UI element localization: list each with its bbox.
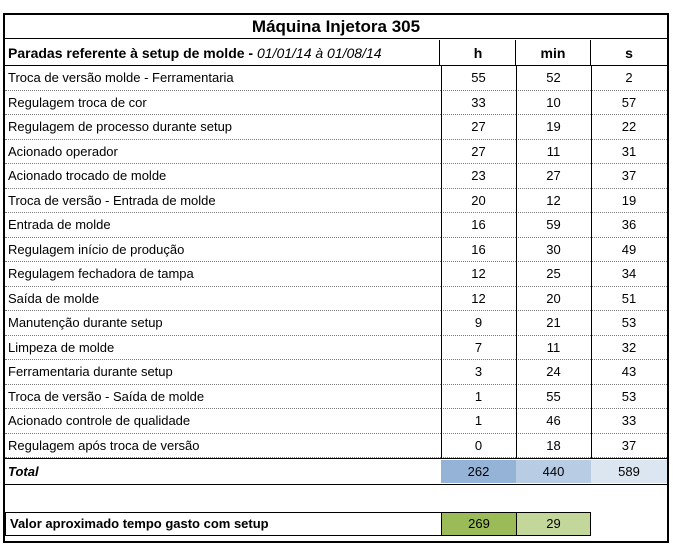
- total-min: 440: [516, 460, 591, 483]
- col-divider-3: [591, 66, 592, 458]
- row-h: 27: [441, 115, 516, 140]
- row-min: 11: [516, 336, 591, 361]
- table-row: [5, 164, 667, 189]
- table-row: [5, 91, 667, 116]
- approx-label: Valor aproximado tempo gasto com setup: [5, 512, 441, 536]
- row-s: 43: [591, 360, 667, 385]
- row-min: 10: [516, 91, 591, 116]
- table-row: [5, 360, 667, 385]
- row-s: 37: [591, 434, 667, 459]
- row-h: 20: [441, 189, 516, 214]
- row-label: Regulagem de processo durante setup: [5, 115, 441, 140]
- row-s: 37: [591, 164, 667, 189]
- row-s: 31: [591, 140, 667, 165]
- row-h: 9: [441, 311, 516, 336]
- row-label: Acionado controle de qualidade: [5, 409, 441, 434]
- row-s: 53: [591, 385, 667, 410]
- row-min: 46: [516, 409, 591, 434]
- row-label: Regulagem após troca de versão: [5, 434, 441, 459]
- header-date-range: 01/01/14 à 01/08/14: [256, 45, 382, 61]
- row-h: 3: [441, 360, 516, 385]
- approx-min: 29: [516, 512, 591, 536]
- table-row: [5, 336, 667, 361]
- row-label: Regulagem início de produção: [5, 238, 441, 263]
- table-row: [5, 115, 667, 140]
- row-h: 33: [441, 91, 516, 116]
- row-s: 19: [591, 189, 667, 214]
- row-s: 51: [591, 287, 667, 312]
- row-label: Acionado trocado de molde: [5, 164, 441, 189]
- row-h: 7: [441, 336, 516, 361]
- table-row: [5, 311, 667, 336]
- row-min: 52: [516, 66, 591, 91]
- row-label: Ferramentaria durante setup: [5, 360, 441, 385]
- row-s: 49: [591, 238, 667, 263]
- row-label: Troca de versão - Entrada de molde: [5, 189, 441, 214]
- row-label: Regulagem troca de cor: [5, 91, 441, 116]
- row-label: Limpeza de molde: [5, 336, 441, 361]
- row-label: Troca de versão molde - Ferramentaria: [5, 66, 441, 91]
- row-s: 53: [591, 311, 667, 336]
- header-col-s: s: [625, 45, 633, 61]
- table-row: [5, 262, 667, 287]
- row-min: 24: [516, 360, 591, 385]
- row-h: 27: [441, 140, 516, 165]
- row-h: 16: [441, 238, 516, 263]
- total-h: 262: [441, 460, 516, 483]
- header-col-h: h: [441, 40, 516, 66]
- table-row: [5, 140, 667, 165]
- row-min: 19: [516, 115, 591, 140]
- row-min: 20: [516, 287, 591, 312]
- row-h: 1: [441, 385, 516, 410]
- row-s: 57: [591, 91, 667, 116]
- table-row: [5, 213, 667, 238]
- row-min: 30: [516, 238, 591, 263]
- row-label: Saída de molde: [5, 287, 441, 312]
- table-row: [5, 287, 667, 312]
- total-separator: [5, 458, 667, 459]
- row-min: 21: [516, 311, 591, 336]
- row-h: 12: [441, 262, 516, 287]
- row-min: 27: [516, 164, 591, 189]
- row-s: 33: [591, 409, 667, 434]
- row-min: 55: [516, 385, 591, 410]
- row-h: 16: [441, 213, 516, 238]
- row-s: 22: [591, 115, 667, 140]
- row-min: 11: [516, 140, 591, 165]
- header-label-text: Paradas referente à setup de molde -: [8, 45, 257, 61]
- row-h: 1: [441, 409, 516, 434]
- table-title: Máquina Injetora 305: [5, 15, 667, 39]
- row-label: Troca de versão - Saída de molde: [5, 385, 441, 410]
- row-label: Manutenção durante setup: [5, 311, 441, 336]
- header-row: [5, 40, 667, 66]
- row-s: 2: [591, 66, 667, 91]
- total-underline: [5, 484, 667, 485]
- row-s: 36: [591, 213, 667, 238]
- row-h: 0: [441, 434, 516, 459]
- row-h: 12: [441, 287, 516, 312]
- header-col-min: min: [516, 40, 591, 66]
- table-row: [5, 66, 667, 91]
- total-s: 589: [591, 460, 667, 483]
- approx-h: 269: [441, 512, 517, 536]
- row-min: 25: [516, 262, 591, 287]
- table-row: [5, 238, 667, 263]
- row-s: 34: [591, 262, 667, 287]
- row-label: Acionado operador: [5, 140, 441, 165]
- row-min: 18: [516, 434, 591, 459]
- table-row: [5, 409, 667, 434]
- row-min: 12: [516, 189, 591, 214]
- row-s: 32: [591, 336, 667, 361]
- col-divider-1: [441, 66, 442, 458]
- col-divider-2: [516, 66, 517, 458]
- table-row: [5, 385, 667, 410]
- table-row: [5, 189, 667, 214]
- row-label: Regulagem fechadora de tampa: [5, 262, 441, 287]
- total-label: Total: [8, 464, 39, 479]
- table-row: [5, 434, 667, 459]
- row-label: Entrada de molde: [5, 213, 441, 238]
- header-label: [5, 40, 440, 66]
- row-min: 59: [516, 213, 591, 238]
- row-h: 55: [441, 66, 516, 91]
- row-h: 23: [441, 164, 516, 189]
